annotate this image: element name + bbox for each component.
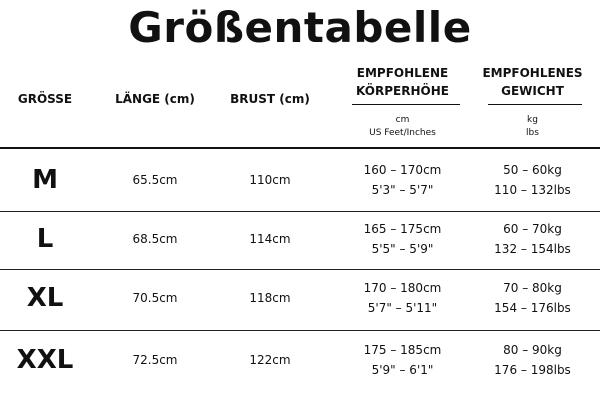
- weight-kg: 60 – 70kg: [503, 222, 562, 236]
- header-weight-line1: EMPFOHLENES: [482, 66, 583, 80]
- chest-value: 122cm: [249, 353, 291, 367]
- height-value: [340, 160, 465, 200]
- size-label: L: [36, 224, 54, 254]
- header-weight: [470, 64, 595, 100]
- chest-value: 110cm: [249, 173, 291, 187]
- chest-value: 118cm: [249, 291, 291, 305]
- weight-kg: 70 – 80kg: [503, 281, 562, 295]
- header-length: [95, 90, 215, 108]
- page-title: Größentabelle: [128, 3, 472, 52]
- header-chest-label: BRUST (cm): [230, 92, 310, 106]
- weight-value: [470, 219, 595, 259]
- units-height-line2: US Feet/Inches: [369, 128, 436, 138]
- weight-value: [470, 160, 595, 200]
- weight-value: [470, 278, 595, 318]
- height-ft: 5'9" – 6'1": [371, 363, 434, 377]
- header-height-underline: [352, 104, 460, 105]
- header-weight-line2: GEWICHT: [501, 84, 564, 98]
- header-weight-underline: [488, 104, 582, 105]
- weight-value: [470, 340, 595, 380]
- length-value: 72.5cm: [132, 353, 178, 367]
- weight-kg: 80 – 90kg: [503, 343, 562, 357]
- height-ft: 5'5" – 5'9": [371, 242, 434, 256]
- header-divider: [0, 147, 600, 149]
- weight-lbs: 176 – 198lbs: [494, 363, 571, 377]
- height-cm: 160 – 170cm: [363, 163, 442, 177]
- size-label: XXL: [16, 345, 74, 375]
- weight-lbs: 132 – 154lbs: [494, 242, 571, 256]
- row-divider: [0, 269, 600, 270]
- height-ft: 5'3" – 5'7": [371, 183, 434, 197]
- units-weight-line1: kg: [527, 115, 538, 125]
- units-height: [340, 114, 465, 140]
- units-height-line1: cm: [395, 115, 410, 125]
- units-weight-line2: lbs: [526, 128, 539, 138]
- units-weight: [470, 114, 595, 140]
- length-value: 70.5cm: [132, 291, 178, 305]
- height-ft: 5'7" – 5'11": [367, 301, 438, 315]
- header-size-label: GRÖSSE: [17, 92, 73, 106]
- weight-lbs: 154 – 176lbs: [494, 301, 571, 315]
- header-chest: [210, 90, 330, 108]
- size-label: M: [32, 165, 58, 195]
- length-value: 68.5cm: [132, 232, 178, 246]
- height-value: [340, 278, 465, 318]
- weight-kg: 50 – 60kg: [503, 163, 562, 177]
- size-label: XL: [26, 283, 64, 313]
- chest-value: 114cm: [249, 232, 291, 246]
- header-height-line2: KÖRPERHÖHE: [356, 84, 449, 98]
- height-value: [340, 219, 465, 259]
- header-size: [0, 90, 90, 108]
- length-value: 65.5cm: [132, 173, 178, 187]
- height-cm: 165 – 175cm: [363, 222, 442, 236]
- header-height: [340, 64, 465, 100]
- height-cm: 170 – 180cm: [363, 281, 442, 295]
- header-length-label: LÄNGE (cm): [115, 92, 195, 106]
- height-cm: 175 – 185cm: [363, 343, 442, 357]
- row-divider: [0, 330, 600, 331]
- row-divider: [0, 211, 600, 212]
- header-height-line1: EMPFOHLENE: [356, 66, 449, 80]
- weight-lbs: 110 – 132lbs: [494, 183, 571, 197]
- height-value: [340, 340, 465, 380]
